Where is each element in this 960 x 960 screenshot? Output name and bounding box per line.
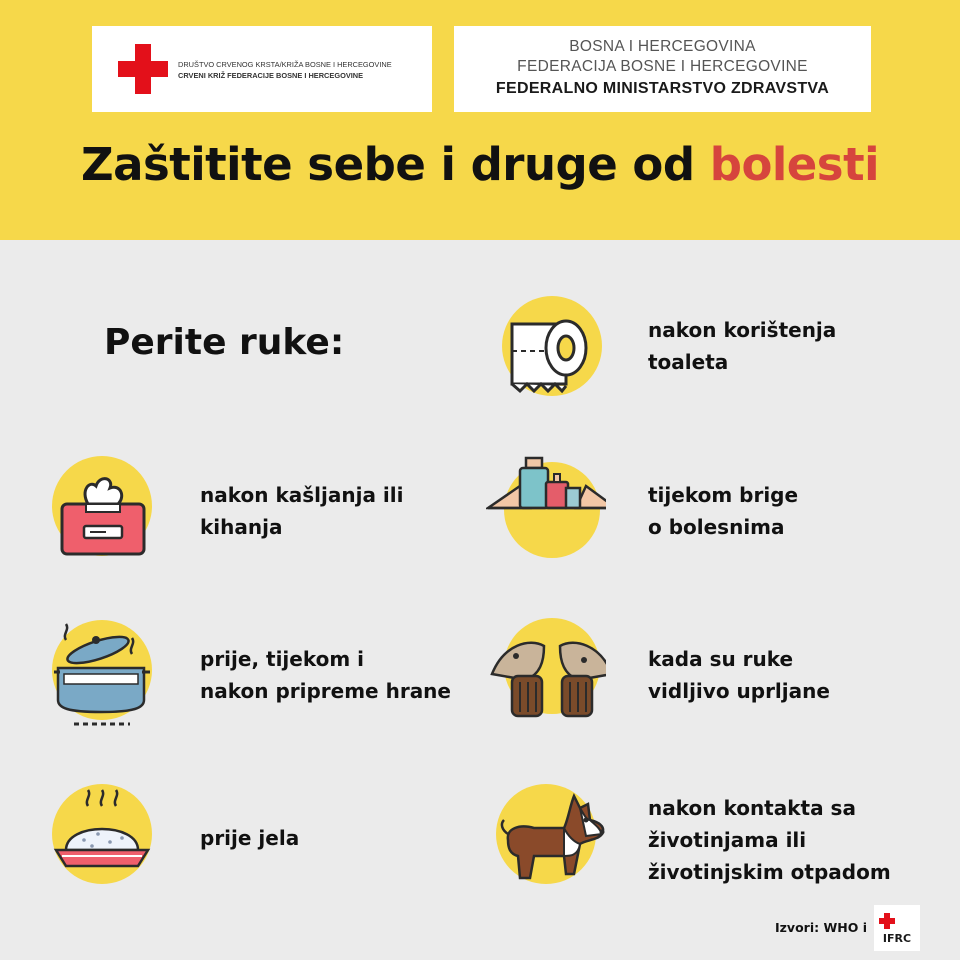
ministry-logo-line2: FEDERACIJA BOSNE I HERCEGOVINE <box>517 58 808 75</box>
list-item-dirty-hands <box>648 643 830 707</box>
item-line: životinjama ili <box>648 828 807 852</box>
header-banner <box>0 0 960 240</box>
item-line: vidljivo uprljane <box>648 679 830 703</box>
ministry-logo-line3: FEDERALNO MINISTARSTVO ZDRAVSTVA <box>495 80 830 97</box>
item-line: prije jela <box>200 826 300 850</box>
item-line: prije, tijekom i <box>200 647 365 671</box>
food-plate-icon <box>44 784 164 904</box>
list-item-before-eating <box>200 822 299 854</box>
list-item-caring <box>648 479 798 543</box>
ifrc-emblem-icon <box>879 911 915 931</box>
red-cross-icon <box>118 44 168 94</box>
item-line: toaleta <box>648 350 729 374</box>
item-line: o bolesnima <box>648 515 785 539</box>
list-item-toilet <box>648 314 836 378</box>
dirty-hands-icon <box>486 616 606 736</box>
item-line: kada su ruke <box>648 647 794 671</box>
item-line: nakon korištenja <box>648 318 837 342</box>
section-heading: Perite ruke: <box>104 322 345 363</box>
list-item-animals <box>648 792 891 888</box>
page-title <box>0 138 960 191</box>
sources-text: Izvori: WHO i <box>775 920 867 935</box>
tissue-box-icon <box>44 456 164 576</box>
red-cross-logo-line2: CRVENI KRIŽ FEDERACIJE BOSNE I HERCEGOVINE <box>178 71 364 80</box>
red-cross-logo-line1: DRUŠTVO CRVENOG KRSTA/KRIŽA BOSNE I HERCEGOVINE <box>178 60 392 69</box>
item-line: nakon kašljanja ili <box>200 483 404 507</box>
cooking-pot-icon <box>44 620 164 740</box>
ifrc-logo <box>874 905 920 951</box>
item-line: nakon kontakta sa <box>648 796 856 820</box>
dog-icon <box>494 784 614 904</box>
medicine-icon <box>486 448 606 568</box>
red-cross-society-logo <box>92 26 432 112</box>
item-line: životinjskim otpadom <box>648 860 891 884</box>
item-line: tijekom brige <box>648 483 799 507</box>
title-main: Zaštitite sebe i druge od <box>80 138 710 191</box>
ifrc-text: IFRC <box>882 932 912 945</box>
ministry-logo-line1: BOSNA I HERCEGOVINA <box>569 38 756 55</box>
item-line: kihanja <box>200 515 283 539</box>
item-line: nakon pripreme hrane <box>200 679 451 703</box>
ministry-logo <box>454 26 871 112</box>
list-item-food-prep <box>200 643 451 707</box>
title-accent: bolesti <box>709 138 880 191</box>
toilet-paper-icon <box>494 296 614 416</box>
list-item-coughing <box>200 479 403 543</box>
